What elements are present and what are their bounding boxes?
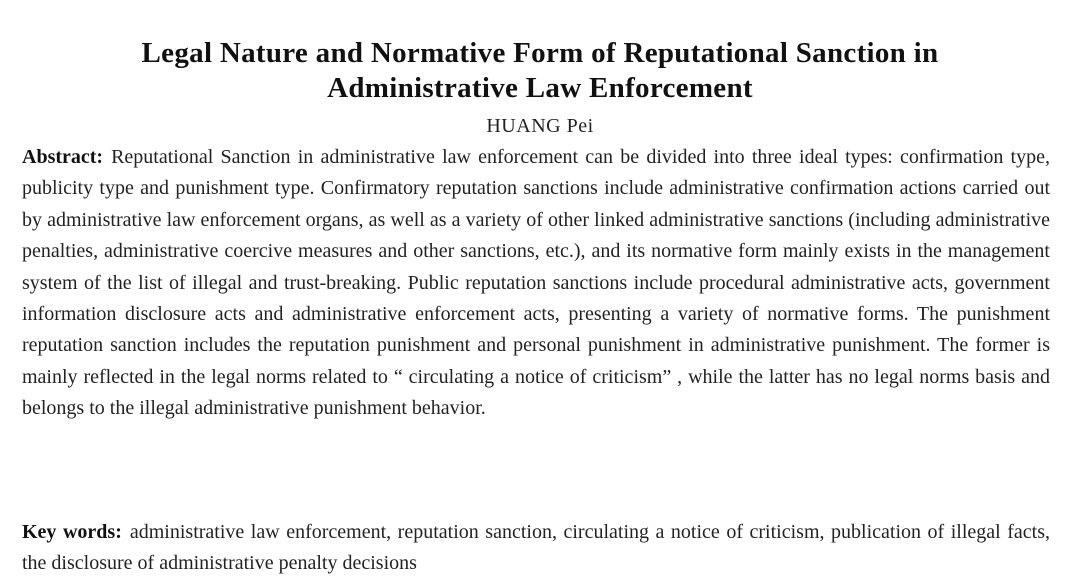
abstract-paragraph: [22, 142, 1050, 425]
keywords-text: administrative law enforcement, reputation sanction, circulating a notice of criticism, publication of illegal facts, the disclosure of administrative penalty decisions: [22, 521, 1050, 575]
author-name: HUANG Pei: [486, 115, 594, 137]
paper-title-line-1: Legal Nature and Normative Form of Reputational Sanction in: [141, 37, 939, 69]
abstract-text: Reputational Sanction in administrative law enforcement can be divided into three ideal types: confirmation type, publicity type and punishment type. Confirmatory reputation sanctions include administrative confirmation actions carried out by administrative law enforcement organs, as well as a variety of other linked administrative sanctions (including administrative penalties, administrative coercive measures and other sanctions, etc.), and its normative form mainly exists in the management system of the list of illegal and trust-breaking. Public reputation sanctions include procedural administrative acts, government information disclosure acts and administrative enforcement acts, presenting a variety of normative forms. The punishment reputation sanction includes the reputation punishment and personal punishment in administrative punishment. The former is mainly reflected in the legal norms related to “ circulating a notice of criticism” , while the latter has no legal norms basis and belongs to the illegal administrative punishment behavior.: [22, 146, 1050, 420]
keywords-label: Key words:: [22, 521, 122, 543]
paper-title-line-2: Administrative Law Enforcement: [327, 72, 753, 104]
keywords-paragraph: [22, 517, 1050, 580]
abstract-label: Abstract:: [22, 146, 104, 168]
